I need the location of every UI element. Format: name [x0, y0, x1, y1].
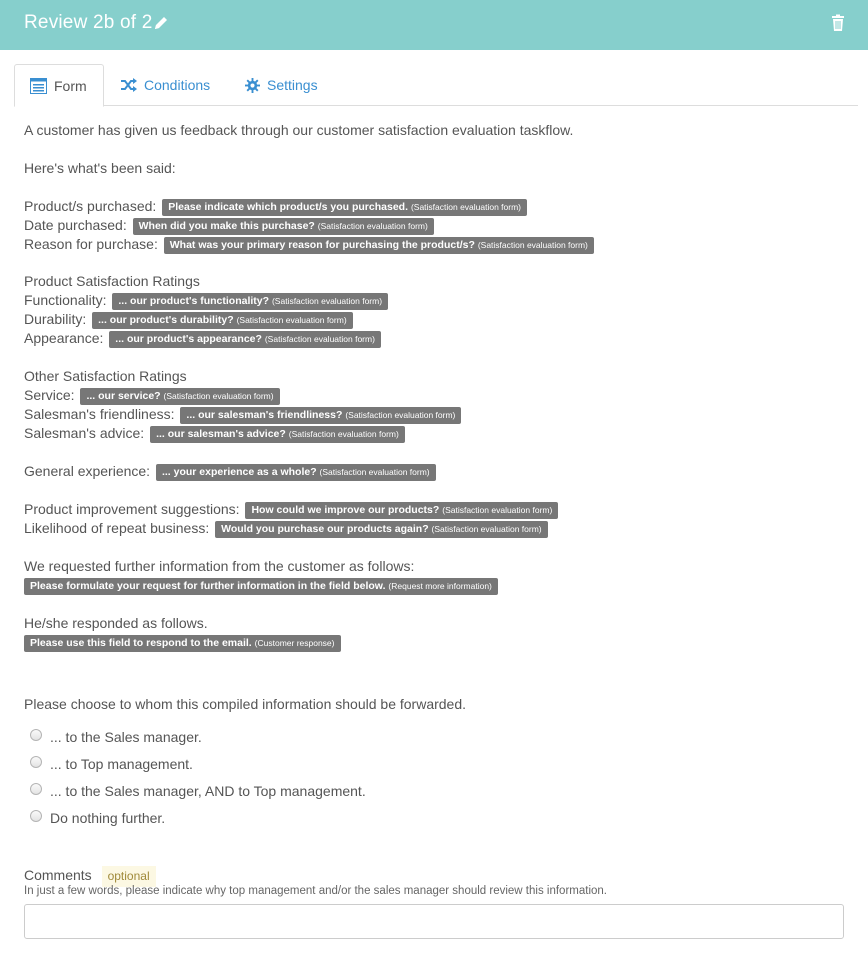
- radio-button[interactable]: [30, 810, 42, 822]
- field-row: [24, 216, 434, 235]
- field-row: [24, 291, 388, 310]
- comments-hint: In just a few words, please indicate why top management and/or the sales manager should review this information.: [24, 885, 607, 897]
- pencil-icon[interactable]: [152, 14, 170, 32]
- field-token: When did you make this purchase? (Satisfaction evaluation form): [133, 218, 434, 235]
- field-row: [24, 329, 381, 348]
- radio-option-top-management[interactable]: [30, 756, 193, 772]
- field-label: Reason for purchase:: [24, 236, 158, 252]
- comments-input[interactable]: [24, 904, 844, 939]
- page-title: Review 2b of 2: [24, 12, 153, 33]
- field-token: Would you purchase our products again? (Satisfaction evaluation form): [215, 521, 548, 538]
- radio-button[interactable]: [30, 783, 42, 795]
- radio-label: ... to Top management.: [50, 756, 193, 772]
- field-token: ... our salesman's advice? (Satisfaction evaluation form): [150, 426, 405, 443]
- field-row: [24, 310, 353, 329]
- shuffle-icon: [121, 78, 137, 92]
- field-label: Appearance:: [24, 330, 104, 346]
- field-token: ... our product's appearance? (Satisfaction evaluation form): [109, 331, 381, 348]
- gear-icon: [245, 78, 260, 93]
- radio-label: ... to the Sales manager, AND to Top management.: [50, 783, 366, 799]
- tab-conditions[interactable]: [121, 64, 210, 106]
- radio-button[interactable]: [30, 756, 42, 768]
- field-token: How could we improve our products? (Satisfaction evaluation form): [245, 502, 558, 519]
- field-token: ... our product's functionality? (Satisfaction evaluation form): [112, 293, 388, 310]
- radio-option-sales-manager[interactable]: [30, 729, 202, 745]
- field-token: ... our service? (Satisfaction evaluation form): [80, 388, 279, 405]
- tab-conditions-label: Conditions: [144, 77, 211, 93]
- comments-label: Comments: [24, 867, 92, 883]
- section-heading: Other Satisfaction Ratings: [24, 368, 187, 384]
- field-row: [24, 386, 280, 405]
- field-label: Product/s purchased:: [24, 198, 157, 214]
- trash-icon[interactable]: [830, 14, 846, 32]
- field-token: ... our product's durability? (Satisfaction evaluation form): [92, 312, 353, 329]
- field-row: [24, 405, 461, 424]
- field-row: [24, 500, 558, 519]
- intro-text: A customer has given us feedback through our customer satisfaction evaluation taskflow.: [24, 122, 574, 138]
- field-token: Please indicate which product/s you purchased. (Satisfaction evaluation form): [162, 199, 527, 216]
- tab-settings-label: Settings: [267, 77, 318, 93]
- field-label: Functionality:: [24, 292, 107, 308]
- response-token-row: [22, 633, 341, 652]
- field-row: [24, 197, 527, 216]
- field-token: ... our salesman's friendliness? (Satisfaction evaluation form): [180, 407, 461, 424]
- field-label: General experience:: [24, 463, 151, 479]
- field-token: What was your primary reason for purchasing the product/s? (Satisfaction evaluation form): [164, 237, 594, 254]
- field-label: Salesman's advice:: [24, 425, 145, 441]
- field-row: [24, 519, 548, 538]
- field-label: Likelihood of repeat business:: [24, 520, 210, 536]
- radio-label: ... to the Sales manager.: [50, 729, 202, 745]
- field-label: Date purchased:: [24, 217, 127, 233]
- tab-form-label: Form: [54, 77, 87, 94]
- field-label: Product improvement suggestions:: [24, 501, 240, 517]
- field-label: Salesman's friendliness:: [24, 406, 175, 422]
- intro-subtext: Here's what's been said:: [24, 160, 176, 176]
- tab-bar: [14, 64, 858, 106]
- further-info-token-row: [22, 576, 498, 595]
- optional-badge: optional: [102, 866, 156, 887]
- field-token: Please use this field to respond to the email. (Customer response): [24, 635, 341, 652]
- response-text: He/she responded as follows.: [24, 615, 208, 631]
- field-label: Durability:: [24, 311, 87, 327]
- radio-label: Do nothing further.: [50, 810, 166, 826]
- field-row: [24, 462, 436, 481]
- section-heading: Product Satisfaction Ratings: [24, 273, 200, 289]
- further-info-text: We requested further information from the customer as follows:: [24, 558, 415, 574]
- forward-question: Please choose to whom this compiled information should be forwarded.: [24, 696, 467, 712]
- radio-option-nothing[interactable]: [30, 810, 165, 826]
- field-token: ... your experience as a whole? (Satisfaction evaluation form): [156, 464, 436, 481]
- field-row: [24, 235, 594, 254]
- radio-option-both[interactable]: [30, 783, 366, 799]
- form-icon: [30, 78, 47, 94]
- field-token: Please formulate your request for further information in the field below. (Request more information): [24, 578, 498, 595]
- radio-button[interactable]: [30, 729, 42, 741]
- tab-form[interactable]: [14, 64, 104, 107]
- header-bar: [0, 0, 868, 50]
- comments-label-row: [24, 866, 156, 887]
- field-label: Service:: [24, 387, 75, 403]
- tab-settings[interactable]: [245, 64, 318, 106]
- field-row: [24, 424, 405, 443]
